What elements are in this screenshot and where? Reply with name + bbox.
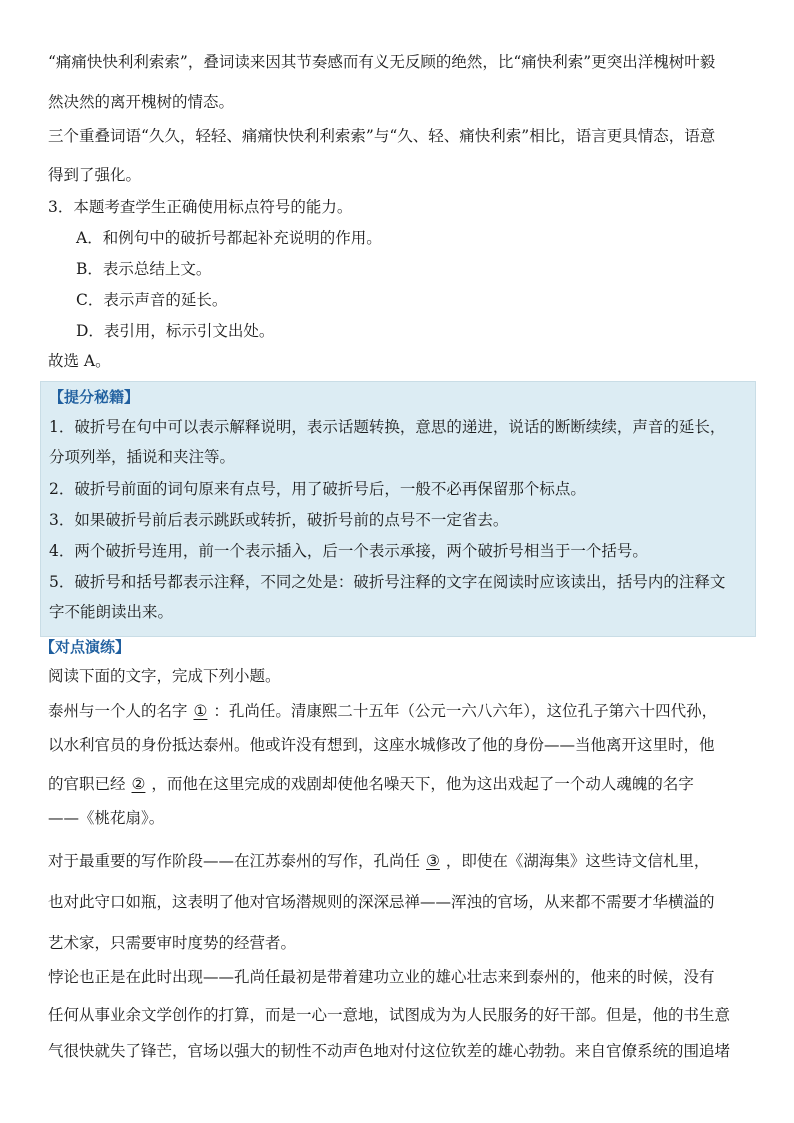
option-a: A．和例句中的破折号都起补充说明的作用。 — [76, 229, 382, 247]
answer-conclusion: 故选 A。 — [48, 352, 111, 370]
passage-line — [48, 774, 694, 794]
option-b: B．表示总结上文。 — [76, 260, 212, 278]
tips-box — [40, 381, 756, 637]
tips-item: 5．破折号和括号都表示注释，不同之处是：破折号注释的文字在阅读时应该读出，括号内的注释文 — [49, 573, 726, 591]
passage-text: 的官职已经 — [48, 775, 126, 793]
tips-title: 【提分秘籍】 — [49, 388, 140, 406]
passage-line: ——《桃花扇》。 — [48, 809, 165, 827]
passage-line — [48, 851, 709, 871]
passage-text: 对于最重要的写作阶段——在江苏泰州的写作，孔尚任 — [48, 852, 421, 870]
question-3-explanation: 3．本题考查学生正确使用标点符号的能力。 — [48, 198, 353, 216]
passage-text: ，而他在这里完成的戏剧却使他名噪天下，他为这出戏起了一个动人魂魄的名字 — [151, 775, 694, 793]
blank-2[interactable]: ② — [131, 775, 146, 793]
blank-3[interactable]: ③ — [426, 852, 440, 870]
option-c: C．表示声音的延长。 — [76, 291, 228, 309]
passage-line: 任何从事业余文学创作的打算，而是一心一意地，试图成为为人民服务的好干部。但是，他的书生意 — [48, 1006, 731, 1024]
tips-item: 字不能朗读出来。 — [49, 603, 174, 621]
tips-item: 4．两个破折号连用，前一个表示插入，后一个表示承接，两个破折号相当于一个括号。 — [49, 542, 648, 560]
practice-instruction: 阅读下面的文字，完成下列小题。 — [48, 667, 281, 685]
passage-text: ：孔尚任。清康熙二十五年（公元一六八六年），这位孔子第六十四代孙， — [213, 702, 718, 720]
passage-line: 气很快就失了锋芒，官场以强大的韧性不动声色地对付这位钦差的雄心勃勃。来自官僚系统的围追堵 — [48, 1042, 731, 1060]
tips-item: 3．如果破折号前后表示跳跃或转折，破折号前的点号不一定省去。 — [49, 511, 509, 529]
tips-item: 分项列举，插说和夹注等。 — [49, 448, 236, 466]
answer-paragraph-2-line-2: 得到了强化。 — [48, 166, 142, 184]
answer-paragraph-1-line-2: 然决然的离开槐树的情态。 — [48, 93, 235, 111]
tips-item: 2．破折号前面的词句原来有点号，用了破折号后，一般不必再保留那个标点。 — [49, 480, 586, 498]
passage-text: ，即使在《湖海集》这些诗文信札里， — [445, 852, 710, 870]
practice-title: 【对点演练】 — [40, 638, 131, 656]
option-d: D．表引用，标示引文出处。 — [76, 322, 275, 340]
passage-line: 以水利官员的身份抵达泰州。他或许没有想到，这座水城修改了他的身份——当他离开这里时，他 — [48, 736, 715, 754]
passage-line: 艺术家，只需要审时度势的经营者。 — [48, 934, 297, 952]
passage-line — [48, 701, 717, 721]
passage-line: 悖论也正是在此时出现——孔尚任最初是带着建功立业的雄心壮志来到泰州的，他来的时候，没有 — [48, 968, 715, 986]
passage-line: 也对此守口如瓶，这表明了他对官场潜规则的深深忌禅——浑浊的官场，从来都不需要才华横溢的 — [48, 893, 715, 911]
answer-paragraph-2-line-1: 三个重叠词语“久久，轻轻、痛痛快快利利索索”与“久、轻、痛快利索”相比，语言更具情态，语意 — [48, 127, 716, 145]
answer-paragraph-1-line-1: “痛痛快快利利索索”，叠词读来因其节奏感而有义无反顾的绝然，比“痛快利索”更突出洋槐树叶毅 — [48, 53, 716, 71]
passage-text: 泰州与一个人的名字 — [48, 702, 188, 720]
tips-item: 1．破折号在句中可以表示解释说明，表示话题转换，意思的递进，说话的断断续续，声音的延长， — [49, 418, 726, 436]
blank-1[interactable]: ① — [193, 702, 208, 720]
